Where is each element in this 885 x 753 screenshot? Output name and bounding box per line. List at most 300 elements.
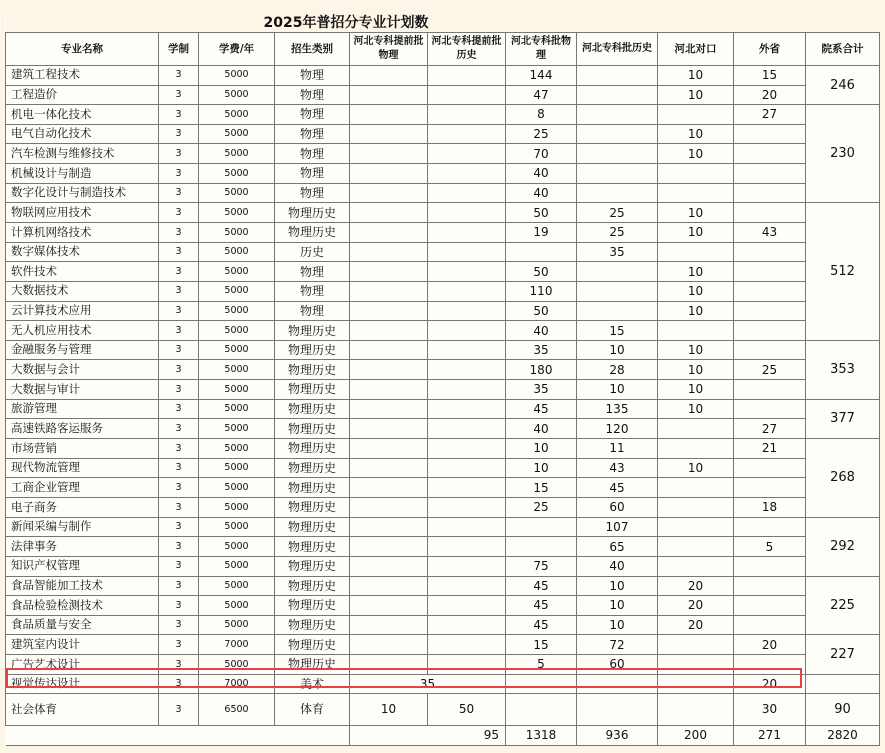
cell-duikou: 10 [658, 340, 734, 360]
cell-duration: 3 [159, 655, 199, 675]
cell-tiqian-lishi [428, 478, 506, 498]
cell-category: 物理历史 [275, 321, 350, 341]
cell-duration: 3 [159, 105, 199, 125]
cell-total-tiqian: 95 [350, 725, 506, 745]
cell-tiqian-lishi [428, 124, 506, 144]
cell-hb-wuli: 40 [506, 419, 577, 439]
cell-hb-lishi: 43 [577, 458, 658, 478]
cell-tiqian-wuli [350, 576, 428, 596]
cell-category: 物理历史 [275, 596, 350, 616]
cell-tiqian-lishi: 50 [428, 694, 506, 725]
table-row [6, 537, 880, 557]
table-row [6, 360, 880, 380]
cell-tiqian-lishi [428, 497, 506, 517]
cell-fee: 7000 [199, 635, 275, 655]
table-row [6, 497, 880, 517]
cell-major-name: 旅游管理 [6, 399, 159, 419]
cell-major-name: 市场营销 [6, 439, 159, 459]
cell-group-total: 512 [806, 203, 880, 340]
table-title: 2025年普招分专业计划数 [6, 14, 880, 32]
cell-fee: 5000 [199, 399, 275, 419]
table-row [6, 105, 880, 125]
cell-duration: 3 [159, 281, 199, 301]
cell-duration: 3 [159, 360, 199, 380]
cell-major-name: 大数据与审计 [6, 380, 159, 400]
cell-hb-wuli: 8 [506, 105, 577, 125]
cell-hb-wuli: 19 [506, 223, 577, 243]
cell-waisheng: 18 [734, 497, 806, 517]
cell-hb-wuli: 10 [506, 458, 577, 478]
cell-duration: 3 [159, 497, 199, 517]
table-row [6, 242, 880, 262]
cell-duikou [658, 694, 734, 725]
cell-waisheng [734, 203, 806, 223]
table-row [6, 124, 880, 144]
cell-duikou [658, 321, 734, 341]
cell-hb-wuli: 40 [506, 321, 577, 341]
cell-group-total: 377 [806, 399, 880, 438]
cell-tiqian-wuli [350, 65, 428, 85]
cell-major-name: 计算机网络技术 [6, 223, 159, 243]
table-row [6, 144, 880, 164]
cell-major-name: 食品质量与安全 [6, 615, 159, 635]
table-row [6, 615, 880, 635]
cell-group-total: 90 [806, 694, 880, 725]
cell-category: 物理 [275, 183, 350, 203]
cell-duration: 3 [159, 596, 199, 616]
cell-fee: 5000 [199, 321, 275, 341]
cell-duration: 3 [159, 399, 199, 419]
cell-group-total [806, 674, 880, 694]
cell-waisheng [734, 399, 806, 419]
cell-major-name: 机械设计与制造 [6, 164, 159, 184]
cell-hb-wuli [506, 674, 577, 694]
cell-tiqian-wuli [350, 615, 428, 635]
header-fee: 学费/年 [199, 32, 275, 65]
cell-duration: 3 [159, 183, 199, 203]
cell-tiqian-lishi [428, 517, 506, 537]
table-row [6, 517, 880, 537]
cell-tiqian-wuli [350, 223, 428, 243]
cell-waisheng [734, 262, 806, 282]
cell-tiqian-wuli [350, 242, 428, 262]
cell-category: 物理 [275, 281, 350, 301]
cell-major-name: 大数据技术 [6, 281, 159, 301]
cell-duikou [658, 478, 734, 498]
totals-row [6, 725, 880, 745]
cell-fee: 7000 [199, 674, 275, 694]
cell-duikou [658, 439, 734, 459]
table-row [6, 694, 880, 725]
cell-duikou [658, 635, 734, 655]
table-row [6, 223, 880, 243]
cell-tiqian-wuli [350, 340, 428, 360]
cell-major-name: 电气自动化技术 [6, 124, 159, 144]
cell-hb-wuli: 15 [506, 635, 577, 655]
cell-tiqian-lishi [428, 419, 506, 439]
cell-hb-wuli: 10 [506, 439, 577, 459]
cell-major-name: 物联网应用技术 [6, 203, 159, 223]
cell-empty [6, 725, 159, 745]
cell-fee: 5000 [199, 183, 275, 203]
cell-duikou [658, 242, 734, 262]
cell-tiqian-lishi [428, 439, 506, 459]
cell-hb-lishi [577, 183, 658, 203]
cell-duration: 3 [159, 458, 199, 478]
cell-major-name: 大数据与会计 [6, 360, 159, 380]
cell-fee: 5000 [199, 242, 275, 262]
table-row [6, 281, 880, 301]
table-row [6, 183, 880, 203]
cell-hb-lishi [577, 262, 658, 282]
cell-hb-wuli: 47 [506, 85, 577, 105]
cell-waisheng: 20 [734, 674, 806, 694]
cell-duration: 3 [159, 262, 199, 282]
cell-duikou [658, 655, 734, 675]
cell-hb-lishi: 10 [577, 615, 658, 635]
cell-waisheng: 43 [734, 223, 806, 243]
cell-empty [159, 725, 199, 745]
cell-tiqian-wuli: 10 [350, 694, 428, 725]
cell-tiqian-lishi [428, 85, 506, 105]
cell-duration: 3 [159, 419, 199, 439]
cell-duikou: 10 [658, 203, 734, 223]
cell-hb-lishi: 10 [577, 380, 658, 400]
cell-duration: 3 [159, 615, 199, 635]
cell-fee: 5000 [199, 223, 275, 243]
cell-duration: 3 [159, 144, 199, 164]
cell-duikou: 10 [658, 360, 734, 380]
header-hb-lishi: 河北专科批历史 [577, 32, 658, 65]
cell-tiqian-lishi [428, 321, 506, 341]
cell-hb-lishi: 25 [577, 223, 658, 243]
cell-fee: 5000 [199, 85, 275, 105]
cell-tiqian-wuli [350, 517, 428, 537]
cell-category: 物理历史 [275, 458, 350, 478]
cell-hb-lishi: 10 [577, 596, 658, 616]
cell-major-name: 汽车检测与维修技术 [6, 144, 159, 164]
table-row [6, 321, 880, 341]
cell-major-name: 社会体育 [6, 694, 159, 725]
cell-category: 体育 [275, 694, 350, 725]
cell-duikou: 10 [658, 223, 734, 243]
table-row [6, 596, 880, 616]
cell-fee: 5000 [199, 360, 275, 380]
cell-waisheng: 20 [734, 635, 806, 655]
table-row [6, 85, 880, 105]
cell-waisheng: 27 [734, 419, 806, 439]
cell-duikou [658, 419, 734, 439]
cell-waisheng: 21 [734, 439, 806, 459]
cell-duikou: 20 [658, 596, 734, 616]
cell-tiqian-wuli [350, 124, 428, 144]
cell-tiqian-wuli [350, 458, 428, 478]
header-hb-tiqian-lishi: 河北专科提前批历史 [428, 32, 506, 65]
cell-total-duikou: 200 [658, 725, 734, 745]
cell-waisheng: 20 [734, 85, 806, 105]
cell-fee: 5000 [199, 439, 275, 459]
cell-tiqian-lishi [428, 203, 506, 223]
cell-waisheng [734, 458, 806, 478]
table-row [6, 203, 880, 223]
cell-fee: 6500 [199, 694, 275, 725]
cell-hb-lishi [577, 124, 658, 144]
cell-major-name: 无人机应用技术 [6, 321, 159, 341]
cell-hb-lishi: 107 [577, 517, 658, 537]
cell-tiqian-wuli [350, 399, 428, 419]
cell-group-total: 230 [806, 105, 880, 203]
cell-category: 物理历史 [275, 576, 350, 596]
table-row [6, 399, 880, 419]
cell-hb-lishi [577, 281, 658, 301]
cell-category: 物理 [275, 262, 350, 282]
cell-fee: 5000 [199, 262, 275, 282]
header-hb-wuli: 河北专科批物理 [506, 32, 577, 65]
cell-category: 物理历史 [275, 340, 350, 360]
cell-hb-wuli: 15 [506, 478, 577, 498]
header-waisheng: 外省 [734, 32, 806, 65]
cell-category: 物理历史 [275, 537, 350, 557]
cell-duration: 3 [159, 85, 199, 105]
cell-tiqian-lishi [428, 537, 506, 557]
cell-major-name: 电子商务 [6, 497, 159, 517]
cell-tiqian-wuli [350, 419, 428, 439]
cell-major-name: 金融服务与管理 [6, 340, 159, 360]
cell-duration: 3 [159, 674, 199, 694]
cell-tiqian-wuli [350, 537, 428, 557]
plan-table [5, 14, 880, 746]
table-row [6, 65, 880, 85]
cell-tiqian-lishi [428, 105, 506, 125]
cell-tiqian-wuli [350, 439, 428, 459]
cell-hb-lishi: 120 [577, 419, 658, 439]
header-duration: 学制 [159, 32, 199, 65]
table-row [6, 301, 880, 321]
cell-duikou: 10 [658, 85, 734, 105]
cell-tiqian-wuli [350, 262, 428, 282]
table-row [6, 635, 880, 655]
cell-category: 物理 [275, 164, 350, 184]
cell-category: 物理历史 [275, 360, 350, 380]
cell-fee: 5000 [199, 596, 275, 616]
cell-hb-lishi [577, 105, 658, 125]
cell-total-waisheng: 271 [734, 725, 806, 745]
cell-duration: 3 [159, 556, 199, 576]
cell-category: 物理历史 [275, 223, 350, 243]
cell-major-name: 建筑室内设计 [6, 635, 159, 655]
table-row [6, 556, 880, 576]
cell-fee: 5000 [199, 340, 275, 360]
cell-waisheng [734, 655, 806, 675]
cell-duration: 3 [159, 223, 199, 243]
cell-category: 物理历史 [275, 380, 350, 400]
cell-category: 物理历史 [275, 556, 350, 576]
cell-tiqian-lishi [428, 458, 506, 478]
cell-category: 物理 [275, 65, 350, 85]
cell-duikou [658, 517, 734, 537]
cell-fee: 5000 [199, 576, 275, 596]
cell-hb-wuli: 25 [506, 124, 577, 144]
cell-duration: 3 [159, 164, 199, 184]
cell-fee: 5000 [199, 105, 275, 125]
cell-category: 物理历史 [275, 419, 350, 439]
cell-hb-wuli: 45 [506, 596, 577, 616]
cell-duikou [658, 164, 734, 184]
cell-category: 物理历史 [275, 478, 350, 498]
cell-major-name: 高速铁路客运服务 [6, 419, 159, 439]
cell-hb-wuli [506, 517, 577, 537]
cell-category: 物理 [275, 301, 350, 321]
cell-category: 物理历史 [275, 517, 350, 537]
cell-duikou: 10 [658, 65, 734, 85]
cell-hb-lishi: 45 [577, 478, 658, 498]
cell-category: 物理 [275, 144, 350, 164]
table-row [6, 380, 880, 400]
cell-tiqian-lishi [428, 615, 506, 635]
cell-tiqian-lishi [428, 183, 506, 203]
cell-hb-wuli: 5 [506, 655, 577, 675]
cell-category: 物理 [275, 124, 350, 144]
cell-waisheng [734, 242, 806, 262]
cell-tiqian-wuli [350, 380, 428, 400]
cell-waisheng [734, 478, 806, 498]
cell-hb-lishi [577, 164, 658, 184]
cell-duration: 3 [159, 242, 199, 262]
cell-waisheng [734, 144, 806, 164]
cell-waisheng [734, 164, 806, 184]
cell-duration: 3 [159, 478, 199, 498]
cell-duration: 3 [159, 65, 199, 85]
cell-total-hb-wuli: 1318 [506, 725, 577, 745]
cell-tiqian-lishi [428, 144, 506, 164]
table-row [6, 164, 880, 184]
cell-duration: 3 [159, 694, 199, 725]
cell-category: 物理 [275, 85, 350, 105]
table-row [6, 458, 880, 478]
cell-hb-wuli: 25 [506, 497, 577, 517]
cell-tiqian-lishi [428, 301, 506, 321]
cell-waisheng [734, 281, 806, 301]
cell-category: 物理 [275, 105, 350, 125]
cell-tiqian-wuli [350, 596, 428, 616]
cell-hb-lishi: 25 [577, 203, 658, 223]
table-row [6, 478, 880, 498]
table-row [6, 576, 880, 596]
cell-tiqian-wuli [350, 183, 428, 203]
cell-waisheng: 25 [734, 360, 806, 380]
cell-fee: 5000 [199, 615, 275, 635]
cell-total-hb-lishi: 936 [577, 725, 658, 745]
cell-duikou [658, 674, 734, 694]
cell-empty [199, 725, 275, 745]
cell-hb-lishi: 40 [577, 556, 658, 576]
cell-category: 物理历史 [275, 439, 350, 459]
cell-waisheng [734, 183, 806, 203]
cell-hb-wuli: 40 [506, 183, 577, 203]
cell-hb-lishi: 72 [577, 635, 658, 655]
cell-category: 美术 [275, 674, 350, 694]
cell-group-total: 353 [806, 340, 880, 399]
cell-tiqian-lishi [428, 223, 506, 243]
cell-duikou: 10 [658, 399, 734, 419]
cell-fee: 5000 [199, 556, 275, 576]
cell-waisheng [734, 576, 806, 596]
cell-hb-wuli: 45 [506, 576, 577, 596]
cell-tiqian-lishi [428, 655, 506, 675]
cell-tiqian-merged: 35 [350, 674, 506, 694]
cell-duikou [658, 537, 734, 557]
cell-tiqian-lishi [428, 262, 506, 282]
cell-duikou [658, 497, 734, 517]
cell-hb-lishi [577, 65, 658, 85]
cell-hb-lishi: 28 [577, 360, 658, 380]
cell-duration: 3 [159, 203, 199, 223]
cell-waisheng [734, 380, 806, 400]
cell-major-name: 软件技术 [6, 262, 159, 282]
cell-waisheng: 5 [734, 537, 806, 557]
cell-major-name: 工程造价 [6, 85, 159, 105]
cell-major-name: 食品检验检测技术 [6, 596, 159, 616]
cell-waisheng [734, 615, 806, 635]
cell-waisheng [734, 340, 806, 360]
header-category: 招生类别 [275, 32, 350, 65]
cell-duikou: 10 [658, 144, 734, 164]
cell-major-name: 广告艺术设计 [6, 655, 159, 675]
cell-category: 物理历史 [275, 635, 350, 655]
cell-duration: 3 [159, 321, 199, 341]
cell-major-name: 工商企业管理 [6, 478, 159, 498]
cell-hb-wuli: 45 [506, 399, 577, 419]
cell-hb-wuli: 45 [506, 615, 577, 635]
cell-hb-wuli: 70 [506, 144, 577, 164]
cell-tiqian-wuli [350, 497, 428, 517]
cell-group-total: 227 [806, 635, 880, 674]
cell-major-name: 现代物流管理 [6, 458, 159, 478]
cell-hb-lishi [577, 144, 658, 164]
cell-duikou: 20 [658, 576, 734, 596]
table-row [6, 439, 880, 459]
cell-tiqian-wuli [350, 556, 428, 576]
cell-duration: 3 [159, 301, 199, 321]
cell-category: 物理历史 [275, 655, 350, 675]
cell-hb-wuli: 180 [506, 360, 577, 380]
cell-duikou: 10 [658, 458, 734, 478]
cell-hb-wuli: 35 [506, 380, 577, 400]
cell-major-name: 知识产权管理 [6, 556, 159, 576]
cell-major-name: 新闻采编与制作 [6, 517, 159, 537]
cell-hb-wuli: 50 [506, 203, 577, 223]
cell-fee: 5000 [199, 281, 275, 301]
cell-waisheng [734, 301, 806, 321]
cell-fee: 5000 [199, 203, 275, 223]
cell-fee: 5000 [199, 419, 275, 439]
cell-hb-wuli: 40 [506, 164, 577, 184]
cell-empty [275, 725, 350, 745]
cell-tiqian-lishi [428, 340, 506, 360]
cell-major-name: 云计算技术应用 [6, 301, 159, 321]
cell-hb-wuli [506, 694, 577, 725]
cell-fee: 5000 [199, 517, 275, 537]
cell-tiqian-wuli [350, 478, 428, 498]
cell-hb-lishi [577, 301, 658, 321]
cell-major-name: 食品智能加工技术 [6, 576, 159, 596]
cell-duikou [658, 556, 734, 576]
cell-category: 历史 [275, 242, 350, 262]
cell-hb-lishi: 35 [577, 242, 658, 262]
cell-waisheng [734, 321, 806, 341]
cell-tiqian-lishi [428, 65, 506, 85]
cell-hb-lishi: 135 [577, 399, 658, 419]
